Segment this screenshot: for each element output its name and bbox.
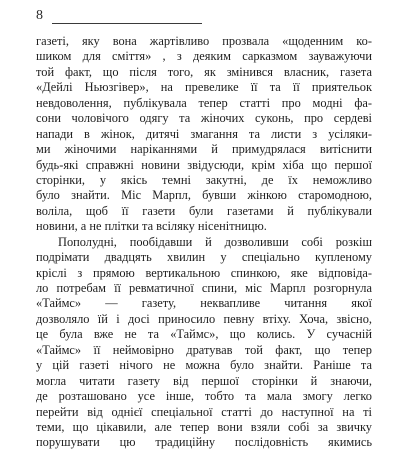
text-line: газеті, яку вона жартівливо прозвала «щоденним ко- — [36, 34, 372, 48]
text-line: могла читати газету від першої сторінки й знаючи, — [36, 373, 372, 388]
text-line: у цій газеті нічого не можна було знайти. Раніше та — [36, 358, 372, 373]
text-line: ло потребам її ревматичної спини, міс Марпл розгорнула — [36, 281, 372, 295]
header-rule — [52, 23, 202, 24]
text-line: теми, що цікавили, але тепер вони взяли собі за звичку — [36, 419, 372, 434]
text-line: сони чоловічого одягу та жіночих суконь, про сердеві — [36, 111, 372, 126]
text-line: це була вже не та «Таймс», що колись. У сучасній — [36, 327, 372, 342]
page-header — [36, 6, 236, 26]
body-text — [36, 34, 372, 451]
text-line: порушувати цю традиційну послідовність якимись — [36, 435, 372, 450]
text-line: воліла, щоб її газети були газетами й публікували — [36, 203, 372, 218]
text-line: шиком для сміття» , з деяким сарказмом зауважуючи — [36, 49, 372, 64]
text-line: «Таймс» — газету, неквапливе читання якої — [36, 296, 372, 311]
text-line: сторінки, у якісь темні закутні, де їх неможливо — [36, 172, 372, 187]
paragraph — [36, 34, 372, 235]
text-line: той факт, що після того, як змінився власник, газета — [36, 64, 372, 79]
text-line: будь-які справжні новини звідусюди, крім хіба що першої — [36, 157, 372, 172]
text-line: «Таймс» її неймовірно дратував той факт, що тепер — [36, 342, 372, 357]
text-line: Пополудні, пообідавши й дозволивши собі розкіш — [58, 234, 372, 249]
text-line: кріслі з прямою вертикальною спинкою, яке відповіда- — [36, 265, 372, 280]
text-line: було знайти. Міс Марпл, бувши жінкою старомодною, — [36, 188, 372, 203]
text-line: ми жіночими нарiканнями й примудрялася витіснити — [36, 142, 372, 157]
paragraph — [36, 235, 372, 451]
text-line: невдоволення, публікувала тепер статті про модні фа- — [36, 95, 372, 110]
text-line: новини, а не плітки та всіляку нісенітницю. — [36, 219, 267, 234]
text-line: напади в жінок, дитячі змагання та листи з усіляки- — [36, 126, 372, 141]
text-line: де розташовано усе інше, тобто та мала змогу легко — [36, 389, 372, 404]
text-line: перейти від однієї спеціальної статті до наступної на ті — [36, 404, 372, 419]
text-line: подрімати двадцять хвилин у спеціально купленому — [36, 250, 372, 265]
page-number: 8 — [36, 8, 43, 23]
text-line: «Дейлі Ньюзгівер», на превелике її та її приятельок — [36, 80, 372, 95]
text-line: дозволяло їй і досі приносило певну втіху. Хоча, звісно, — [36, 311, 372, 326]
